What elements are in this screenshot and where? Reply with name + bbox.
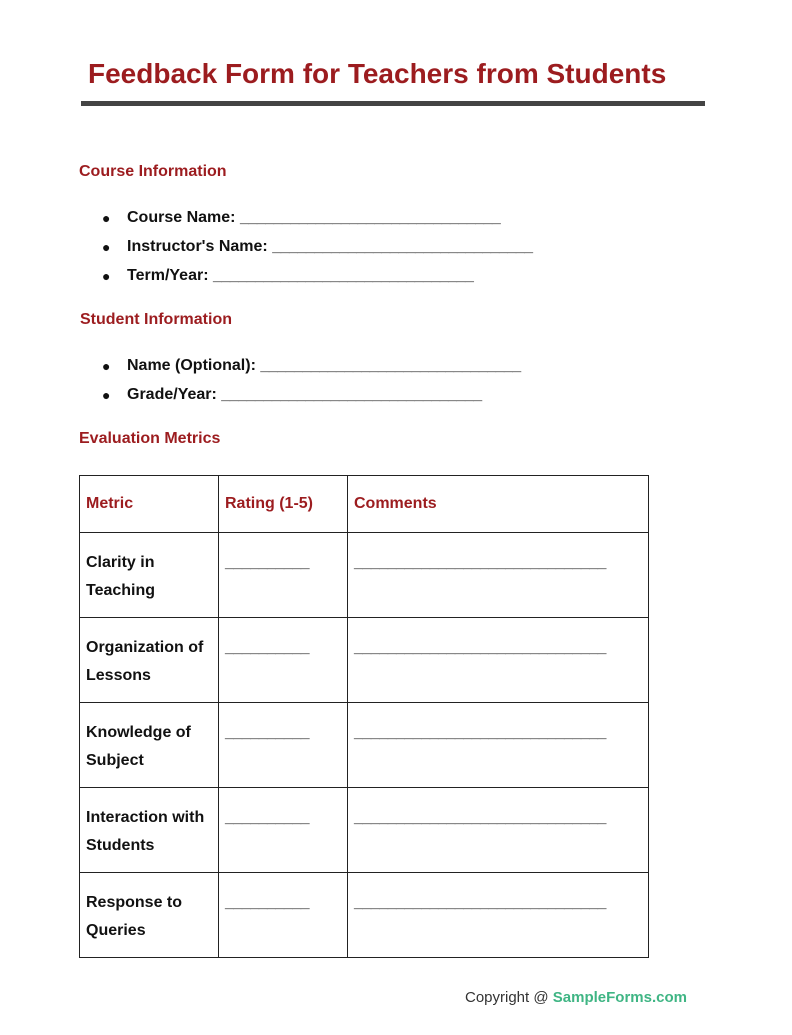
header-rating: Rating (1-5) xyxy=(219,476,348,533)
footer xyxy=(465,989,687,1006)
student-name-blank[interactable]: _______________________________ xyxy=(260,357,521,374)
title-divider xyxy=(81,101,705,106)
rating-blank[interactable]: __________ xyxy=(225,554,309,571)
metric-cell: Knowledge of Subject xyxy=(80,703,219,788)
instructor-name-field xyxy=(102,237,533,266)
term-year-field xyxy=(102,266,533,295)
metric-cell: Response to Queries xyxy=(80,873,219,958)
term-year-blank[interactable]: _______________________________ xyxy=(212,267,474,284)
field-label: Name (Optional): xyxy=(127,357,256,374)
field-label: Term/Year: xyxy=(127,267,209,284)
grade-year-field xyxy=(102,385,521,414)
field-label: Course Name: xyxy=(127,209,236,226)
rating-blank[interactable]: __________ xyxy=(225,809,309,826)
header-metric: Metric xyxy=(80,476,219,533)
comments-blank[interactable]: ______________________________ xyxy=(354,554,606,571)
student-information-heading: Student Information xyxy=(80,311,232,328)
rating-blank[interactable]: __________ xyxy=(225,639,309,656)
rating-blank[interactable]: __________ xyxy=(225,724,309,741)
course-name-blank[interactable]: _______________________________ xyxy=(239,209,501,226)
student-name-field xyxy=(102,356,521,385)
bullet-icon: ● xyxy=(102,268,111,284)
course-information-heading: Course Information xyxy=(79,163,227,180)
bullet-icon: ● xyxy=(102,239,111,255)
evaluation-metrics-heading: Evaluation Metrics xyxy=(79,430,221,447)
rating-blank[interactable]: __________ xyxy=(225,894,309,911)
page-title: Feedback Form for Teachers from Students xyxy=(88,58,667,89)
metric-cell: Interaction with Students xyxy=(80,788,219,873)
brand-link[interactable]: SampleForms.com xyxy=(552,989,687,1006)
comments-blank[interactable]: ______________________________ xyxy=(354,724,606,741)
instructor-name-blank[interactable]: _______________________________ xyxy=(272,238,533,255)
metric-cell: Organization of Lessons xyxy=(80,618,219,703)
table-row xyxy=(80,788,649,873)
comments-blank[interactable]: ______________________________ xyxy=(354,894,606,911)
metric-cell: Clarity in Teaching xyxy=(80,533,219,618)
evaluation-table xyxy=(79,475,649,958)
copyright-text: Copyright @ xyxy=(465,989,553,1006)
table-row xyxy=(80,873,649,958)
bullet-icon: ● xyxy=(102,358,111,374)
grade-year-blank[interactable]: _______________________________ xyxy=(221,386,482,403)
field-label: Grade/Year: xyxy=(127,386,217,403)
table-row xyxy=(80,618,649,703)
header-comments: Comments xyxy=(348,476,649,533)
course-name-field xyxy=(102,208,533,237)
table-header-row xyxy=(80,476,649,533)
bullet-icon: ● xyxy=(102,210,111,226)
comments-blank[interactable]: ______________________________ xyxy=(354,809,606,826)
course-information-list xyxy=(102,208,533,295)
field-label: Instructor's Name: xyxy=(127,238,268,255)
student-information-list xyxy=(102,356,521,414)
bullet-icon: ● xyxy=(102,387,111,403)
comments-blank[interactable]: ______________________________ xyxy=(354,639,606,656)
table-row xyxy=(80,533,649,618)
table-row xyxy=(80,703,649,788)
